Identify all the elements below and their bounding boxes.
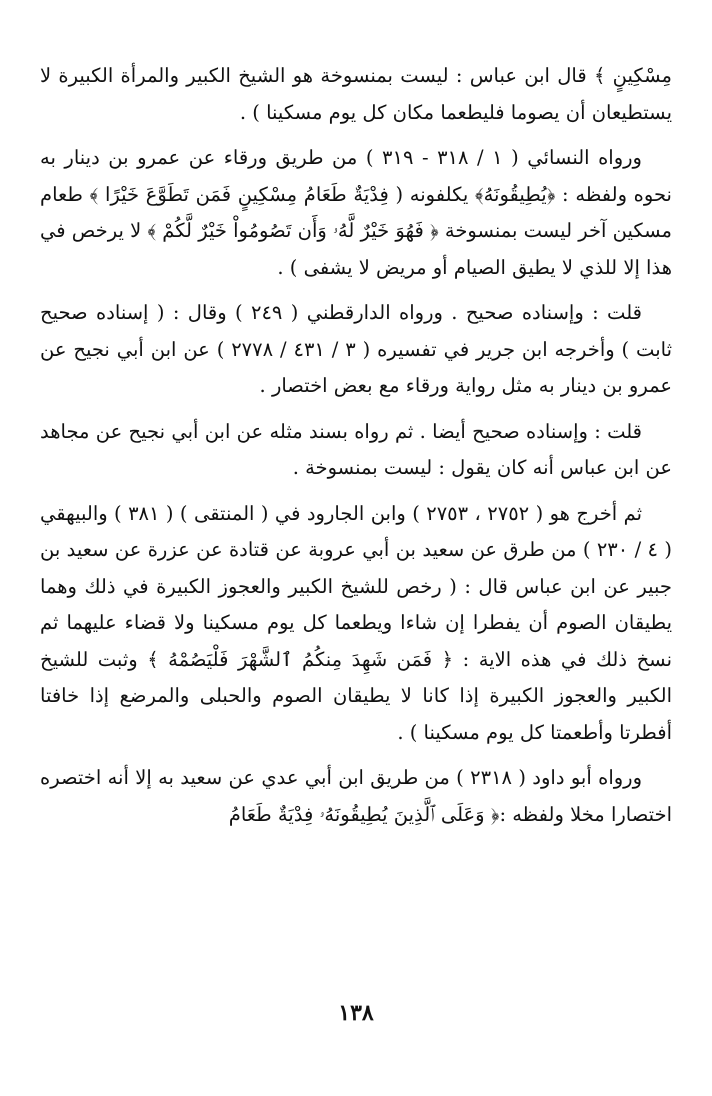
paragraph-2: ورواه النسائي ( ١ / ٣١٨ - ٣١٩ ) من طريق ورقاء عن عمرو بن دينار به نحوه ولفظه : ﴿يُطِيقُونَهُ﴾ يكلفونه ( فِدْيَةٌ طَعَامُ مِسْكِينٍ فَمَن تَطَوَّعَ خَيْرًا ﴾ طعام مسكين آخر ليست بمنسوخة ﴿ فَهُوَ خَيْرٌ لَّهُۥ وَأَن تَصُومُواْ خَيْرٌ لَّكُمْ ﴾ لا يرخص في هذا إلا للذي لا يطيق الصيام أو مريض لا يشفى ) .: [40, 146, 672, 279]
paragraph-1: مِسْكِينٍ ﴾ قال ابن عباس : ليست بمنسوخة هو الشيخ الكبير والمرأة الكبيرة لا يستطيعان أن يصوما فليطعما مكان كل يوم مسكينا ) .: [40, 64, 672, 124]
page-number: ١٣٨: [338, 1000, 374, 1026]
paragraph-4: قلت : وإسناده صحيح أيضا . ثم رواه بسند مثله عن ابن أبي نجيح عن مجاهد عن ابن عباس أنه كان يقول : ليست بمنسوخة .: [40, 419, 672, 479]
paragraph-5: ثم أخرج هو ( ٢٧٥٢ ، ٢٧٥٣ ) وابن الجارود في ( المنتقى ) ( ٣٨١ ) والبيهقي ( ٤ / ٢٣٠ ) من طرق عن سعيد بن أبي عروبة عن قتادة عن عزرة عن سعيد بن جبير عن ابن عباس قال : ( رخص للشيخ الكبير والعجوز الكبيرة في ذلك وهما يطيقان الصوم أن يفطرا إن شاءا ويطعما كل يوم مسكينا ولا قضاء عليهما ثم نسخ ذلك في هذه الاية : ﴿ فَمَن شَهِدَ مِنكُمُ ٱلشَّهْرَ فَلْيَصُمْهُ ﴾ وثبت للشيخ الكبير والعجوز الكبيرة إذا كانا لا يطيقان الصوم والحبلى والمرضع إذا خافتا أفطرتا وأطعمتا كل يوم مسكينا ) .: [40, 501, 673, 744]
paragraph-6: ورواه أبو داود ( ٢٣١٨ ) من طريق ابن أبي عدي عن سعيد به إلا أنه اختصره اختصارا مخلا ولفظه :﴿ وَعَلَى ٱلَّذِينَ يُطِيقُونَهُۥ فِدْيَةٌ طَعَامُ: [40, 766, 672, 826]
paragraph-3: قلت : وإسناده صحيح . ورواه الدارقطني ( ٢٤٩ ) وقال : ( إسناده صحيح ثابت ) وأخرجه ابن جرير في تفسيره ( ٣ / ٤٣١ / ٢٧٧٨ ) عن ابن أبي نجيح عن عمرو بن دينار به مثل رواية ورقاء مع بعض اختصار .: [40, 301, 673, 397]
page-body: [40, 58, 672, 833]
